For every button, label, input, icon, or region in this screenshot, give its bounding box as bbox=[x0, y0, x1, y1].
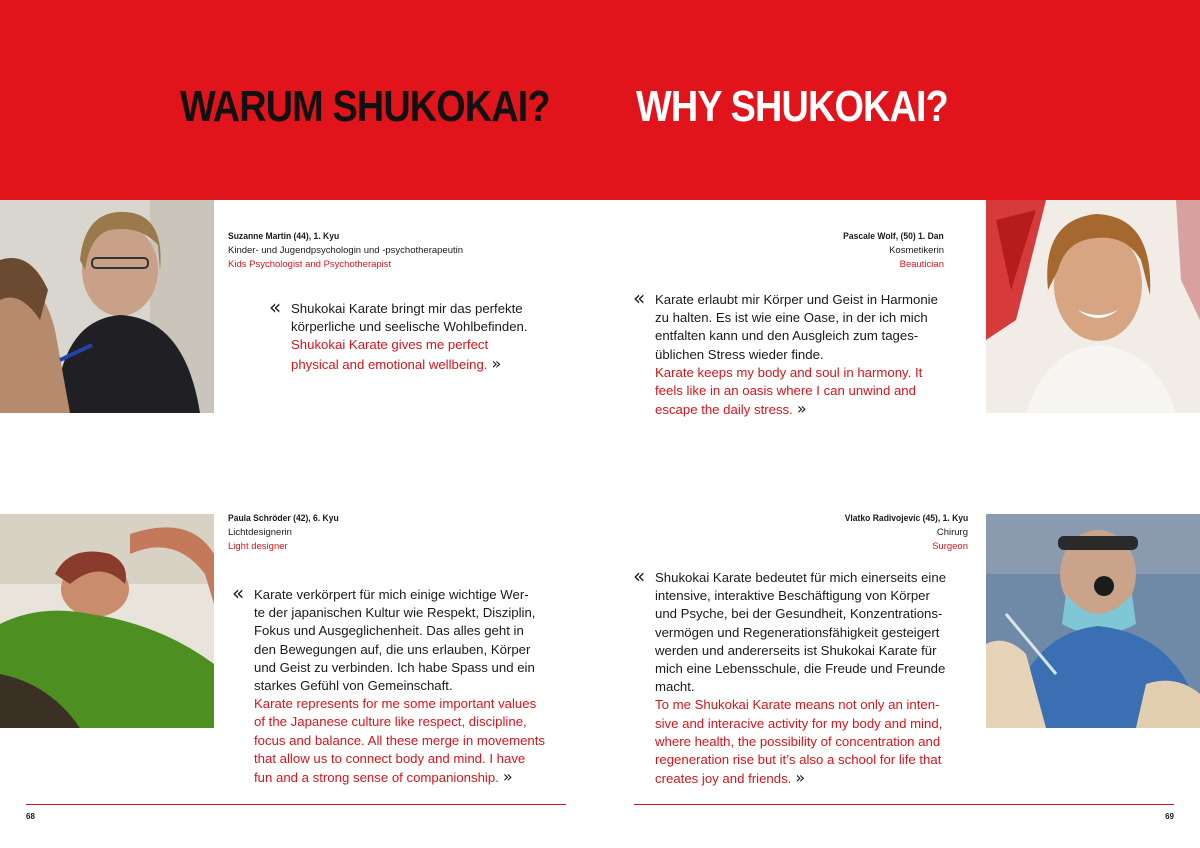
quote-english-line: Karate keeps my body and soul in harmony. It bbox=[655, 364, 923, 380]
quote-close-icon: » bbox=[502, 767, 513, 787]
photo-suzanne-martin bbox=[0, 200, 214, 413]
quote-english-line: escape the daily stress. bbox=[655, 402, 793, 418]
title-english: WHY SHUKOKAI? bbox=[636, 82, 948, 131]
title-german: WARUM SHUKOKAI? bbox=[180, 82, 550, 131]
quote-english-line: fun and a strong sense of companionship. bbox=[254, 770, 499, 786]
person-name: Paula Schröder (42), 6. Kyu bbox=[228, 513, 339, 524]
quote-german-line: Shukokai Karate bedeutet für mich einerseits eine bbox=[655, 570, 947, 585]
quote-german-line: den Bewegungen auf, die uns erlauben, Körper bbox=[254, 641, 531, 657]
quote-english-line: Shukokai Karate gives me perfect bbox=[291, 337, 489, 353]
testimonial-meta-2 bbox=[832, 230, 944, 272]
quote-german-line: Fokus und Ausgeglichenheit. Das alles geht in bbox=[254, 623, 524, 639]
quote-german-line: starkes Gefühl von Gemeinschaft. bbox=[254, 678, 453, 694]
role-german: Chirurg bbox=[936, 527, 968, 538]
testimonial-quote-4 bbox=[633, 564, 947, 788]
quote-german-line: mich eine Lebensschule, die Freude und Freunde bbox=[655, 661, 946, 677]
role-english: Kids Psychologist and Psychotherapist bbox=[228, 259, 392, 270]
photo-paula-schroeder bbox=[0, 514, 214, 728]
quote-close-icon: » bbox=[795, 768, 806, 788]
quote-english-line: sive and interacive activity for my body and mind, bbox=[655, 715, 943, 731]
quote-english-line: that allow us to connect body and mind. I have bbox=[254, 750, 526, 766]
quote-english-line: regeneration rise but it’s also a school for life that bbox=[655, 752, 942, 768]
quote-german-line: Karate verkörpert für mich einige wichtige Wer- bbox=[254, 587, 529, 602]
testimonial-meta-1 bbox=[228, 230, 463, 272]
quote-english-line: physical and emotional wellbeing. bbox=[291, 356, 488, 372]
quote-english-line: feels like in an oasis where I can unwind and bbox=[655, 383, 916, 399]
testimonial-quote-2 bbox=[633, 286, 938, 419]
role-german: Lichtdesignerin bbox=[228, 527, 292, 538]
quote-open-icon: « bbox=[269, 295, 282, 319]
quote-german-line: werden und andererseits ist Shukokai Karate für bbox=[655, 642, 937, 658]
quote-open-icon: « bbox=[633, 286, 646, 310]
quote-german-line: üblichen Stress wieder finde. bbox=[655, 346, 824, 362]
testimonial-quote-1 bbox=[269, 295, 528, 374]
testimonial-meta-3 bbox=[228, 512, 351, 554]
quote-german-line: macht. bbox=[655, 679, 695, 695]
quote-german-line: zu halten. Es ist wie eine Oase, in der ich mich bbox=[655, 310, 928, 326]
photo-pascale-wolf bbox=[986, 200, 1200, 413]
role-english: Surgeon bbox=[932, 541, 968, 552]
quote-english-line: To me Shukokai Karate means not only an inten- bbox=[655, 697, 940, 713]
quote-german-line: Karate erlaubt mir Körper und Geist in Harmonie bbox=[655, 292, 938, 307]
page-number-left: 68 bbox=[26, 812, 35, 821]
quote-english-line: Karate represents for me some important values bbox=[254, 696, 537, 712]
quote-open-icon: « bbox=[633, 564, 646, 588]
person-name: Vlatko Radivojevic (45), 1. Kyu bbox=[844, 513, 968, 524]
quote-german-line: intensive, interaktive Beschäftigung von Körper bbox=[655, 588, 930, 604]
quote-close-icon: » bbox=[796, 399, 807, 419]
role-german: Kinder- und Jugendpsychologin und -psychotherapeutin bbox=[228, 245, 464, 256]
quote-english-line: of the Japanese culture like respect, discipline, bbox=[254, 714, 527, 730]
quote-close-icon: » bbox=[491, 353, 502, 373]
quote-english-line: focus and balance. All these merge in movements bbox=[254, 732, 546, 748]
role-english: Beautician bbox=[899, 259, 944, 270]
testimonial-meta-4 bbox=[831, 512, 968, 554]
quote-german-line: entfalten kann und den Ausgleich zum tages- bbox=[655, 328, 919, 344]
quote-english-line: where health, the possibility of concentration and bbox=[655, 733, 941, 749]
quote-german-line: und Psyche, bei der Gesundheit, Konzentrations- bbox=[655, 606, 943, 622]
role-german: Kosmetikerin bbox=[889, 245, 944, 256]
quote-german-line: te der japanischen Kultur wie Respekt, Disziplin, bbox=[254, 605, 536, 621]
footer-rule-right bbox=[634, 804, 1174, 805]
footer-rule-left bbox=[26, 804, 566, 805]
quote-german-line: Shukokai Karate bringt mir das perfekte bbox=[291, 301, 523, 316]
testimonial-quote-3 bbox=[232, 581, 546, 787]
photo-vlatko-radivojevic bbox=[986, 514, 1200, 728]
page-number-right: 69 bbox=[1165, 812, 1174, 821]
quote-open-icon: « bbox=[232, 581, 245, 605]
quote-german-line: vermögen und Regenerationsfähigkeit gesteigert bbox=[655, 624, 940, 640]
person-name: Suzanne Martin (44), 1. Kyu bbox=[228, 231, 340, 242]
quote-german-line: und Geist zu verbinden. Ich habe Spass und ein bbox=[254, 659, 535, 675]
person-name: Pascale Wolf, (50) 1. Dan bbox=[843, 231, 944, 242]
role-english: Light designer bbox=[228, 541, 288, 552]
quote-english-line: creates joy and friends. bbox=[655, 771, 792, 787]
quote-german-line: körperliche und seelische Wohlbefinden. bbox=[291, 319, 528, 335]
